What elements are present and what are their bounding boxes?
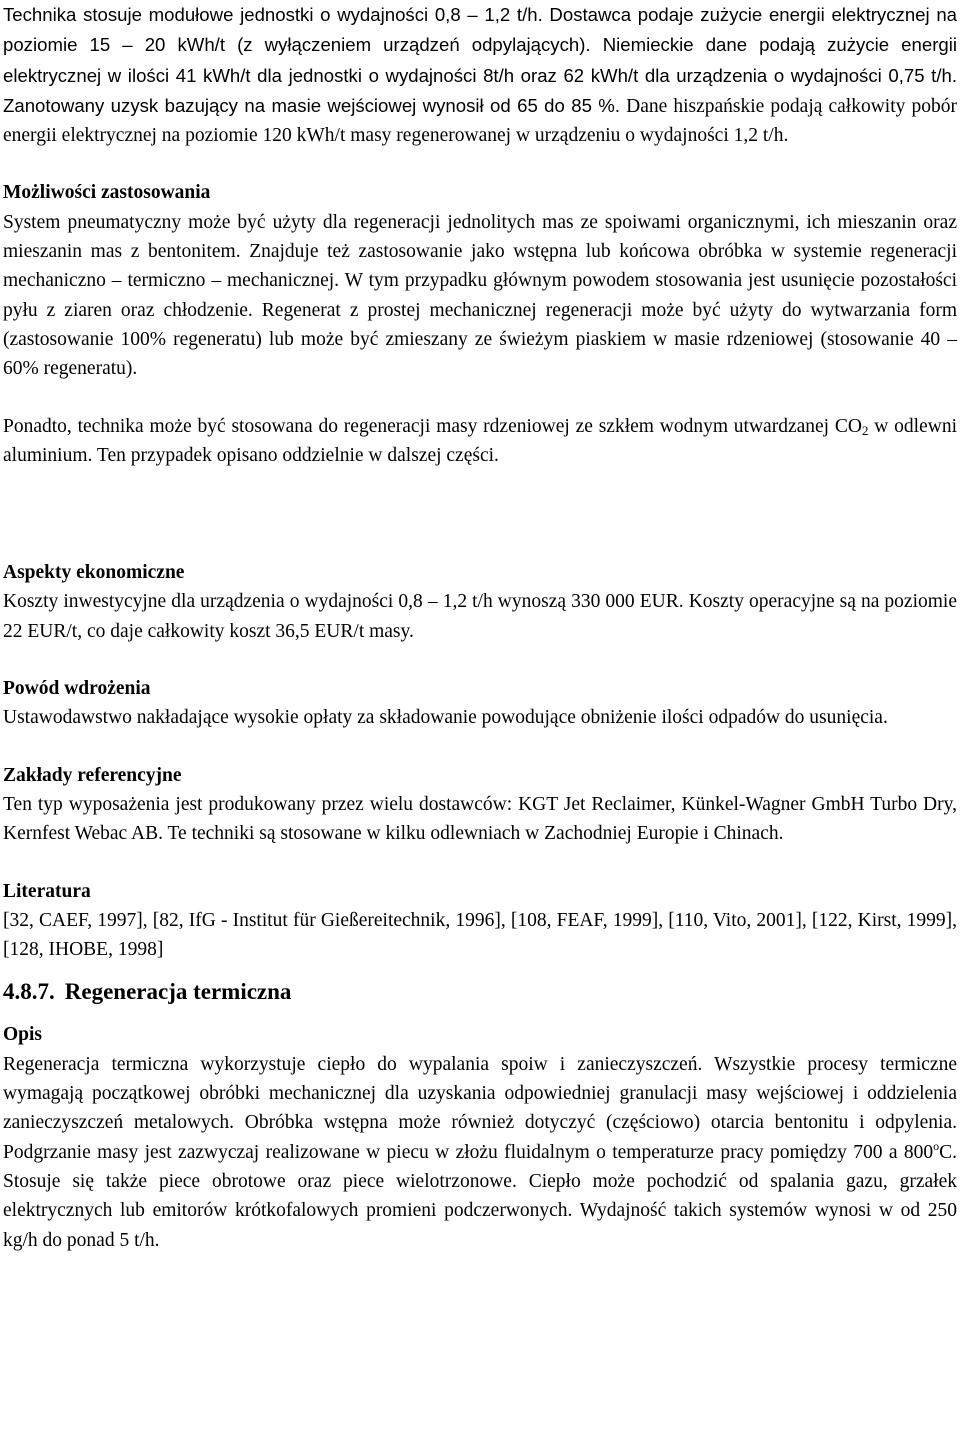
economics-heading: Aspekty ekonomiczne (3, 562, 185, 584)
description-heading: Opis (3, 1024, 43, 1046)
intro-serif-text: Dane hiszpańskie podają całkowity pobór energii elektrycznej na poziomie 120 kWh/t masy regenerowanej w urządzeniu o wydajności 1,2 t/h. (3, 95, 957, 147)
reason-heading: Powód wdrożenia (3, 678, 151, 700)
degree-superscript: o (933, 1138, 940, 1153)
applications-text2-before: Ponadto, technika może być stosowana do regeneracji masy rdzeniowej ze szkłem wodnym utwardzanej CO (3, 415, 862, 437)
reference-plants-paragraph: Ten typ wyposażenia jest produkowany przez wielu dostawców: KGT Jet Reclaimer, Künkel-Wagner GmbH Turbo Dry, Kernfest Webac AB. Te techniki są stosowane w kilku odlewniach w Zachodniej Europie i Chinach. (3, 793, 957, 845)
section-title: Regeneracja termiczna (64, 979, 292, 1005)
section-heading (3, 977, 957, 1007)
applications-heading: Możliwości zastosowania (3, 182, 211, 204)
applications-paragraph-2 (3, 412, 957, 471)
description-text-before: Regeneracja termiczna wykorzystuje ciepło do wypalania spoiw i zanieczyszczeń. Wszystkie procesy termiczne wymagają początkowej obróbki mechanicznej dla uzyskania odpowiedniej granulacji masy wejściowej i oddzielenia zanieczyszczeń metalowych. Obróbka wstępna może również dotyczyć (częściowo) otarcia bentonitu i odpylenia. Podgrzanie masy jest zazwyczaj realizowane w piecu w złożu fluidalnym o temperaturze pracy pomiędzy 700 a 800 (3, 1053, 957, 1163)
reference-plants-heading: Zakłady referencyjne (3, 764, 182, 786)
description-paragraph (3, 1050, 957, 1255)
applications-paragraph: System pneumatyczny może być użyty dla regeneracji jednolitych mas ze spoiwami organicznymi, ich mieszanin oraz mieszanin mas z bentonitem. Znajduje też zastosowanie jako wstępna lub końcowa obróbka w systemie regeneracji mechaniczno – termiczno – mechanicznej. W tym przypadku głównym powodem stosowania jest usunięcie pozostałości pyłu z ziaren oraz chłodzenie. Regenerat z prostej mechanicznej regeneracji może być użyty do wytwarzania form (zastosowanie 100% regeneratu) lub może być zmieszany ze świeżym piaskiem w masie rdzeniowej (stosowanie 40 – 60% regeneratu). (3, 211, 957, 380)
intro-paragraph (3, 0, 957, 150)
literature-paragraph: [32, CAEF, 1997], [82, IfG - Institut für Gießereitechnik, 1996], [108, FEAF, 1999], [110, Vito, 2001], [122, Kirst, 1999], [128, IHOBE, 1998] (3, 909, 957, 961)
document-page (3, 0, 957, 1255)
intro-sans-text: Technika stosuje modułowe jednostki o wydajności 0,8 – 1,2 t/h. Dostawca podaje zużycie energii elektrycznej na poziomie 15 – 20 kWh/t (z wyłączeniem urządzeń odpylających). Niemieckie dane podają zużycie energii elektrycznej w ilości 41 kWh/t dla jednostki o wydajności 8t/h oraz 62 kWh/t dla urządzenia o wydajności 0,75 t/h. Zanotowany uzysk bazujący na masie wejściowej wynosił od 65 do 85 %. (3, 4, 957, 116)
section-number: 4.8.7. (3, 979, 55, 1005)
economics-paragraph: Koszty inwestycyjne dla urządzenia o wydajności 0,8 – 1,2 t/h wynoszą 330 000 EUR. Koszty operacyjne są na poziomie 22 EUR/t, co daje całkowity koszt 36,5 EUR/t masy. (3, 591, 957, 642)
applications-text2-after: w odlewni aluminium. Ten przypadek opisano oddzielnie w dalszej części. (3, 415, 957, 466)
literature-heading: Literatura (3, 880, 91, 902)
co2-subscript: 2 (861, 422, 869, 438)
reason-paragraph: Ustawodawstwo nakładające wysokie opłaty za składowanie powodujące obniżenie ilości odpadów do usunięcia. (3, 707, 888, 729)
description-text-after: C. Stosuje się także piece obrotowe oraz piece wielotrzonowe. Ciepło może pochodzić od spalania gazu, grzałek elektrycznych lub emitorów krótkofalowych promieni podczerwonych. Wydajność takich systemów wynosi w od 250 kg/h do ponad 5 t/h. (3, 1141, 957, 1251)
